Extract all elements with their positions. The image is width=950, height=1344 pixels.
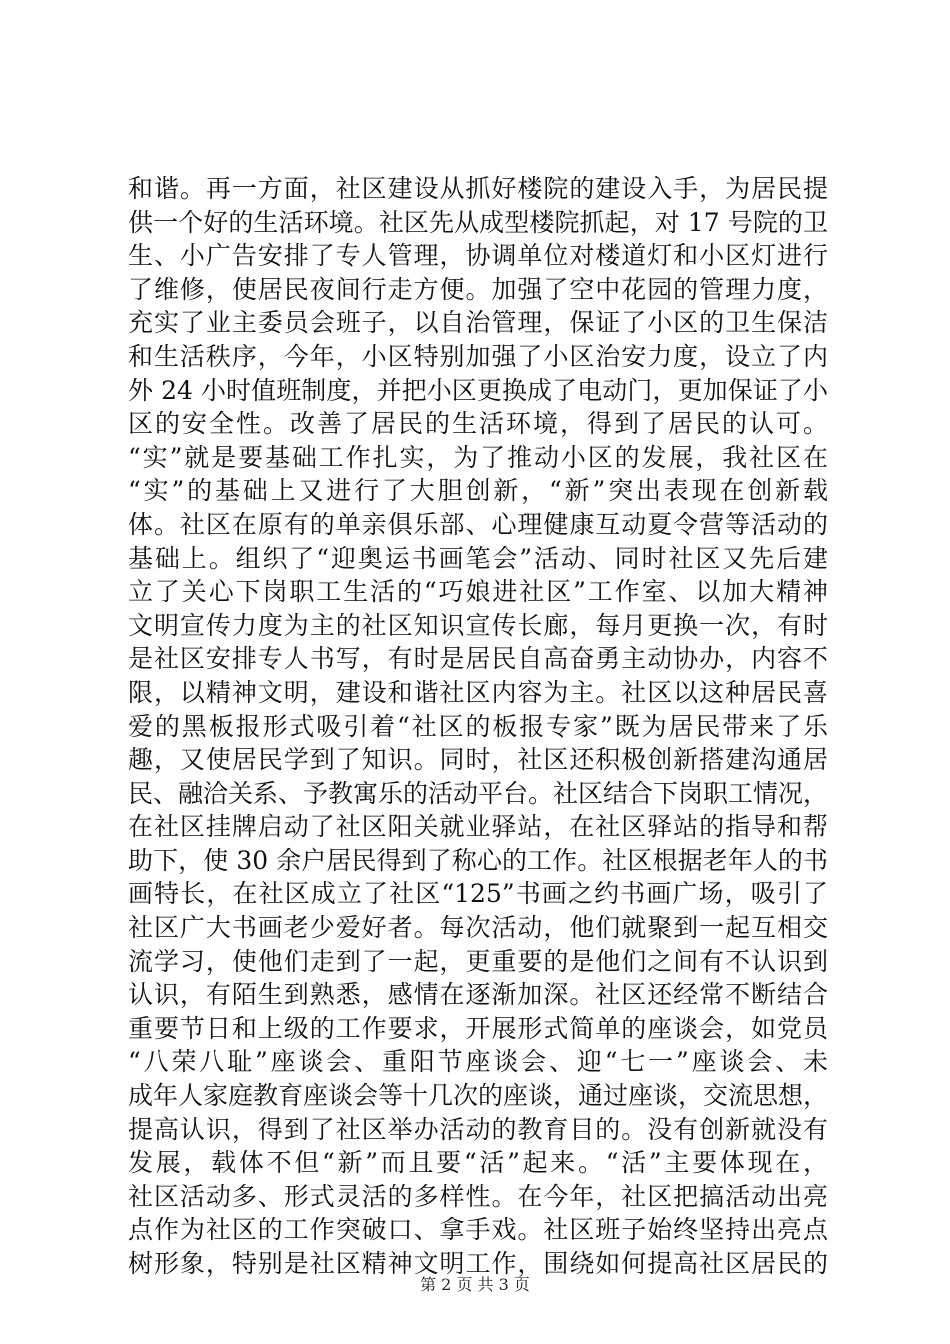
- text-line: 助下，使 30 余户居民得到了称心的工作。社区根据老年人的书: [128, 845, 828, 875]
- text-line: 社区广大书画老少爱好者。每次活动，他们就聚到一起互相交: [128, 913, 828, 943]
- text-line: 生、小广告安排了专人管理，协调单位对楼道灯和小区灯进行: [128, 241, 828, 271]
- text-line: 爱的黑板报形式吸引着“社区的板报专家”既为居民带来了乐: [128, 711, 828, 741]
- text-line: 重要节日和上级的工作要求，开展形式简单的座谈会，如党员: [128, 1013, 828, 1043]
- text-line: 限，以精神文明，建设和谐社区内容为主。社区以这种居民喜: [128, 677, 828, 707]
- text-line: “实”的基础上又进行了大胆创新，“新”突出表现在创新载: [128, 476, 828, 506]
- text-line: 树形象，特别是社区精神文明工作，围绕如何提高社区居民的: [128, 1249, 828, 1278]
- text-line: 提高认识，得到了社区举办活动的教育目的。没有创新就没有: [128, 1114, 828, 1144]
- text-line: 基础上。组织了“迎奥运书画笔会”活动、同时社区又先后建: [128, 543, 828, 573]
- page-number: 第 2 页 共 3 页: [420, 1275, 530, 1294]
- text-line: 和谐。再一方面，社区建设从抓好楼院的建设入手，为居民提: [128, 174, 828, 203]
- text-line: 在社区挂牌启动了社区阳关就业驿站，在社区驿站的指导和帮: [128, 812, 828, 842]
- text-line: “八荣八耻”座谈会、重阳节座谈会、迎“七一”座谈会、未: [128, 1047, 828, 1077]
- text-line: 充实了业主委员会班子，以自治管理，保证了小区的卫生保洁: [128, 308, 828, 338]
- text-line: 是社区安排专人书写，有时是居民自高奋勇主动协办，内容不: [128, 644, 828, 674]
- text-line: 民、融洽关系、予教寓乐的活动平台。社区结合下岗职工情况，: [128, 778, 829, 808]
- text-line: “实”就是要基础工作扎实，为了推动小区的发展，我社区在: [128, 442, 828, 472]
- text-line: 立了关心下岗职工生活的“巧娘进社区”工作室、以加大精神: [128, 577, 828, 607]
- text-line: 认识，有陌生到熟悉，感情在逐渐加深。社区还经常不断结合: [128, 980, 828, 1010]
- text-line: 发展，载体不但“新”而且要“活”起来。“活”主要体现在，: [128, 1148, 828, 1178]
- text-line: 了维修，使居民夜间行走方便。加强了空中花园的管理力度，: [128, 274, 828, 304]
- text-line: 和生活秩序，今年，小区特别加强了小区治安力度，设立了内: [128, 341, 828, 371]
- text-line: 趣，又使居民学到了知识。同时，社区还积极创新搭建沟通居: [128, 745, 828, 775]
- text-line: 流学习，使他们走到了一起，更重要的是他们之间有不认识到: [128, 946, 828, 976]
- text-line: 画特长，在社区成立了社区“125”书画之约书画广场，吸引了: [128, 879, 828, 909]
- text-line: 成年人家庭教育座谈会等十几次的座谈，通过座谈，交流思想，: [128, 1081, 829, 1111]
- text-line: 供一个好的生活环境。社区先从成型楼院抓起，对 17 号院的卫: [128, 207, 828, 237]
- text-line: 体。社区在原有的单亲俱乐部、心理健康互动夏令营等活动的: [128, 509, 828, 539]
- text-line: 社区活动多、形式灵活的多样性。在今年，社区把搞活动出亮: [128, 1181, 828, 1211]
- text-line: 点作为社区的工作突破口、拿手戏。社区班子始终坚持出亮点: [128, 1215, 828, 1245]
- text-line: 文明宣传力度为主的社区知识宣传长廊，每月更换一次，有时: [128, 610, 828, 640]
- text-line: 外 24 小时值班制度，并把小区更换成了电动门，更加保证了小: [128, 375, 828, 405]
- text-line: 区的安全性。改善了居民的生活环境，得到了居民的认可。: [128, 409, 828, 439]
- document-body: [128, 172, 828, 1281]
